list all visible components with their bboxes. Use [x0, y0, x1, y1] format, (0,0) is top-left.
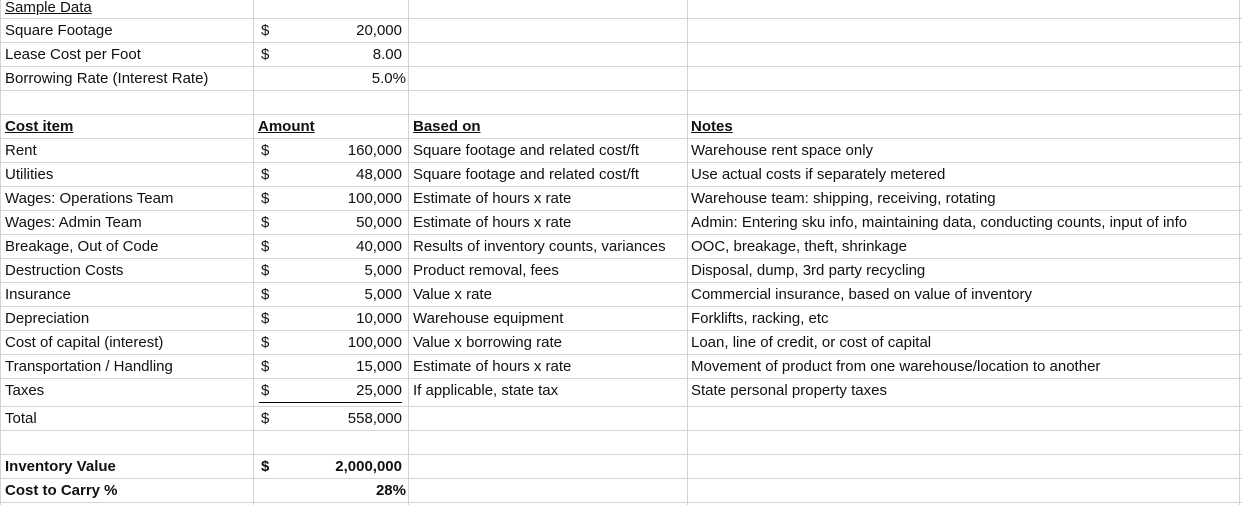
sample-row-lease-cost: [0, 43, 1242, 67]
total-amount[interactable]: 558,000: [347, 410, 402, 427]
amount-cell[interactable]: 100,000: [347, 190, 402, 207]
currency-symbol[interactable]: $: [261, 458, 270, 475]
sample-label[interactable]: Square Footage: [5, 22, 113, 39]
notes-cell[interactable]: Movement of product from one warehouse/location to another: [691, 358, 1101, 375]
based-on-cell[interactable]: If applicable, state tax: [413, 382, 559, 399]
based-on-cell[interactable]: Estimate of hours x rate: [413, 358, 572, 375]
notes-cell[interactable]: Forklifts, racking, etc: [691, 310, 829, 327]
based-on-cell[interactable]: Estimate of hours x rate: [413, 214, 572, 231]
cost-to-carry-value[interactable]: 28%: [375, 482, 406, 499]
table-row: [0, 163, 1242, 187]
sample-label[interactable]: Borrowing Rate (Interest Rate): [5, 70, 209, 87]
sample-label[interactable]: Lease Cost per Foot: [5, 46, 141, 63]
amount-cell[interactable]: 100,000: [347, 334, 402, 351]
table-row: [0, 307, 1242, 331]
header-amount[interactable]: Amount: [258, 118, 315, 135]
notes-cell[interactable]: Commercial insurance, based on value of inventory: [691, 286, 1033, 303]
currency-symbol[interactable]: $: [261, 142, 270, 159]
currency-symbol[interactable]: $: [261, 334, 270, 351]
notes-cell[interactable]: Warehouse team: shipping, receiving, rotating: [691, 190, 996, 207]
inventory-value-label[interactable]: Inventory Value: [5, 458, 116, 475]
currency-symbol[interactable]: $: [261, 166, 270, 183]
table-row: [0, 259, 1242, 283]
currency-symbol[interactable]: $: [261, 382, 270, 399]
table-row: [0, 355, 1242, 379]
notes-cell[interactable]: Use actual costs if separately metered: [691, 166, 946, 183]
based-on-cell[interactable]: Square footage and related cost/ft: [413, 166, 639, 183]
table-header-row: [0, 115, 1242, 139]
cost-to-carry-row: [0, 479, 1242, 503]
cost-item-cell[interactable]: Utilities: [5, 166, 54, 183]
cost-item-cell[interactable]: Destruction Costs: [5, 262, 124, 279]
amount-cell[interactable]: 50,000: [356, 214, 402, 231]
amount-cell[interactable]: 25,000: [356, 382, 402, 399]
cost-item-cell[interactable]: Wages: Admin Team: [5, 214, 142, 231]
table-row: [0, 211, 1242, 235]
currency-symbol[interactable]: $: [261, 286, 270, 303]
based-on-cell[interactable]: Value x borrowing rate: [413, 334, 562, 351]
inventory-value-row: [0, 455, 1242, 479]
amount-cell[interactable]: 10,000: [356, 310, 402, 327]
amount-cell[interactable]: 40,000: [356, 238, 402, 255]
currency-symbol[interactable]: $: [261, 410, 270, 427]
table-row: [0, 379, 1242, 403]
based-on-cell[interactable]: Warehouse equipment: [413, 310, 564, 327]
notes-cell[interactable]: Admin: Entering sku info, maintaining data, conducting counts, input of info: [691, 214, 1188, 231]
currency-symbol[interactable]: $: [261, 214, 270, 231]
header-cost-item[interactable]: Cost item: [5, 118, 74, 135]
amount-cell[interactable]: 5,000: [364, 286, 402, 303]
currency-symbol[interactable]: $: [261, 310, 270, 327]
sample-value[interactable]: 20,000: [356, 22, 402, 39]
based-on-cell[interactable]: Value x rate: [413, 286, 492, 303]
notes-cell[interactable]: Disposal, dump, 3rd party recycling: [691, 262, 926, 279]
based-on-cell[interactable]: Square footage and related cost/ft: [413, 142, 639, 159]
based-on-cell[interactable]: Results of inventory counts, variances: [413, 238, 666, 255]
currency-symbol[interactable]: $: [261, 190, 270, 207]
table-row: [0, 139, 1242, 163]
currency-symbol[interactable]: $: [261, 358, 270, 375]
cost-item-cell[interactable]: Cost of capital (interest): [5, 334, 164, 351]
total-underline: [259, 402, 402, 403]
notes-cell[interactable]: Warehouse rent space only: [691, 142, 874, 159]
notes-cell[interactable]: OOC, breakage, theft, shrinkage: [691, 238, 907, 255]
table-row: [0, 331, 1242, 355]
header-notes[interactable]: Notes: [691, 118, 733, 135]
cost-item-cell[interactable]: Wages: Operations Team: [5, 190, 174, 207]
cost-item-cell[interactable]: Rent: [5, 142, 37, 159]
cost-to-carry-label[interactable]: Cost to Carry %: [5, 482, 118, 499]
based-on-cell[interactable]: Product removal, fees: [413, 262, 559, 279]
header-based-on[interactable]: Based on: [413, 118, 481, 135]
currency-symbol[interactable]: $: [261, 22, 270, 39]
amount-cell[interactable]: 160,000: [347, 142, 402, 159]
sample-row-borrowing-rate: [0, 67, 1242, 91]
notes-cell[interactable]: Loan, line of credit, or cost of capital: [691, 334, 932, 351]
sample-title-row: [0, 0, 1242, 20]
based-on-cell[interactable]: Estimate of hours x rate: [413, 190, 572, 207]
cost-item-cell[interactable]: Taxes: [5, 382, 45, 399]
amount-cell[interactable]: 5,000: [364, 262, 402, 279]
cost-item-cell[interactable]: Breakage, Out of Code: [5, 238, 159, 255]
inventory-value-amount[interactable]: 2,000,000: [335, 458, 402, 475]
currency-symbol[interactable]: $: [261, 46, 270, 63]
sample-value[interactable]: 5.0%: [371, 70, 406, 87]
currency-symbol[interactable]: $: [261, 262, 270, 279]
table-row: [0, 235, 1242, 259]
sample-value[interactable]: 8.00: [372, 46, 402, 63]
sample-data-title[interactable]: Sample Data: [5, 0, 92, 16]
amount-cell[interactable]: 48,000: [356, 166, 402, 183]
sample-row-square-footage: [0, 19, 1242, 43]
table-row: [0, 187, 1242, 211]
total-row: [0, 407, 1242, 431]
currency-symbol[interactable]: $: [261, 238, 270, 255]
amount-cell[interactable]: 15,000: [356, 358, 402, 375]
total-label[interactable]: Total: [5, 410, 37, 427]
cost-item-cell[interactable]: Transportation / Handling: [5, 358, 173, 375]
cost-item-cell[interactable]: Depreciation: [5, 310, 90, 327]
notes-cell[interactable]: State personal property taxes: [691, 382, 887, 399]
table-row: [0, 283, 1242, 307]
cost-item-cell[interactable]: Insurance: [5, 286, 71, 303]
